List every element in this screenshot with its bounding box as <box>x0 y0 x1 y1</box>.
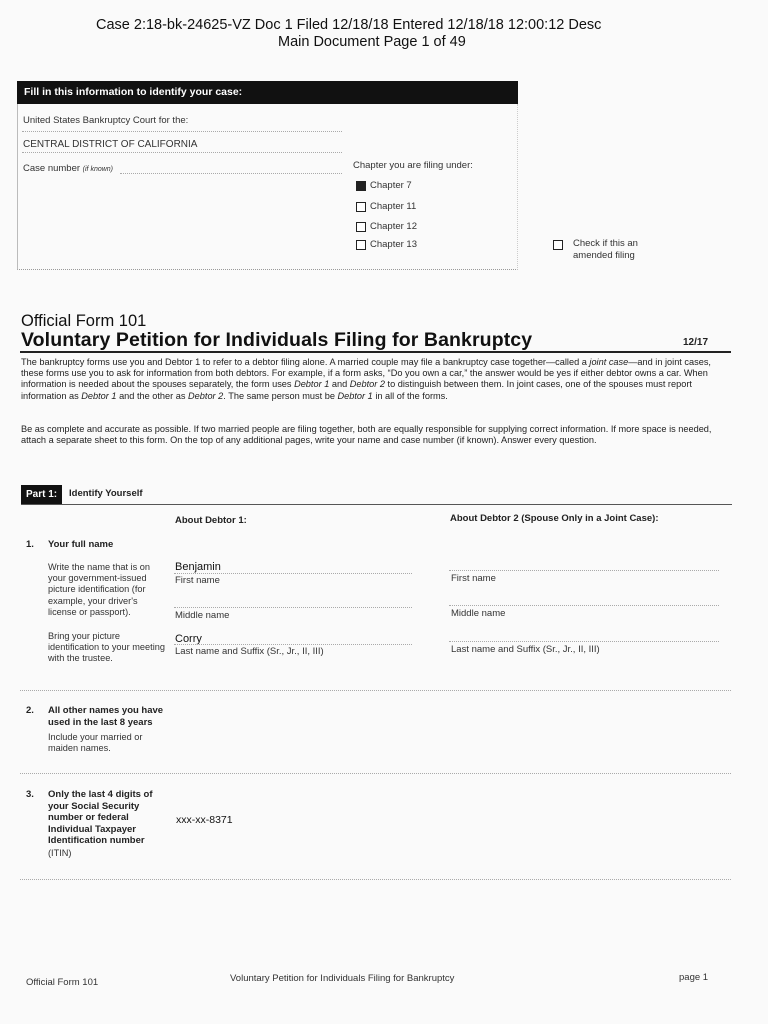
amended-filing-option[interactable] <box>553 238 638 262</box>
chapter-11-checkbox[interactable] <box>356 202 366 212</box>
case-number-field[interactable] <box>120 173 342 174</box>
intro-emphasis: Debtor 1 <box>294 379 330 390</box>
debtor-1-first-line <box>174 573 412 574</box>
amended-filing-label <box>573 238 638 262</box>
chapter-13-label: Chapter 13 <box>370 239 418 250</box>
debtor-1-middle-line[interactable] <box>174 607 412 608</box>
intro-text: and <box>329 379 350 390</box>
amended-line-2: amended filing <box>573 250 635 261</box>
intro-text: and the other as <box>116 390 189 401</box>
debtor-2-last-label: Last name and Suffix (Sr., Jr., II, III) <box>451 644 600 655</box>
debtor-1-last-label: Last name and Suffix (Sr., Jr., II, III) <box>175 646 324 657</box>
court-label-line <box>22 131 342 132</box>
form-title: Voluntary Petition for Individuals Filing for Bankruptcy <box>21 329 533 351</box>
q3-divider <box>20 879 731 880</box>
footer-page-number: page 1 <box>679 972 709 983</box>
q1-divider <box>20 690 731 691</box>
q1-description: Write the name that is on your government-issued picture identification (for example, your driver's license or passport). <box>48 562 150 617</box>
case-number-label <box>23 163 113 174</box>
intro-text: . The same person must be <box>223 390 338 401</box>
ssn-last-4-value[interactable]: xxx-xx-8371 <box>176 814 233 826</box>
court-label: United States Bankruptcy Court for the: <box>23 115 189 126</box>
intro-emphasis: Debtor 2 <box>188 390 224 401</box>
debtor-1-last-line <box>174 644 412 645</box>
footer-form-title: Voluntary Petition for Individuals Filing for Bankruptcy <box>230 973 455 984</box>
debtor-1-first-name[interactable]: Benjamin <box>175 561 221 573</box>
amended-filing-checkbox[interactable] <box>553 240 563 250</box>
part-1-title: Identify Yourself <box>69 488 143 499</box>
case-number-hint: (if known) <box>82 166 114 173</box>
chapter-12-checkbox[interactable] <box>356 222 366 232</box>
q2-title: All other names you have used in the last 8 years <box>48 705 164 728</box>
form-version: 12/17 <box>683 337 709 348</box>
debtor-2-last-line[interactable] <box>449 641 719 642</box>
q1-bring-id-note: Bring your picture identification to your meeting with the trustee. <box>48 631 165 664</box>
chapter-7-option[interactable] <box>356 180 412 191</box>
chapter-13-checkbox[interactable] <box>356 240 366 250</box>
form-number: Official Form 101 <box>21 312 147 330</box>
footer-form-number: Official Form 101 <box>26 977 99 988</box>
chapter-13-option[interactable] <box>356 239 417 250</box>
debtor-2-middle-label: Middle name <box>451 608 506 619</box>
chapter-11-option[interactable] <box>356 201 416 212</box>
debtor-2-first-label: First name <box>451 573 496 584</box>
intro-paragraph-2: Be as complete and accurate as possible. If two married people are filing together, both are equally responsible for supplying correct information. If more space is needed, attach a separate sheet to this form. On the top of any additional pages, write your name and case number (if known). Answer every question. <box>21 424 712 446</box>
intro-emphasis: Debtor 1 <box>337 390 373 401</box>
intro-text: The bankruptcy forms use you and Debtor 1 to refer to a debtor filing alone. A married couple may file a bankruptcy case together—called a <box>21 357 590 367</box>
identify-case-banner: Fill in this information to identify your case: <box>17 81 518 104</box>
debtor-1-first-label: First name <box>175 575 220 586</box>
chapter-11-label: Chapter 11 <box>370 201 417 212</box>
intro-text: to distinguish between them. In joint cases, one of the spouses must report information as <box>21 379 692 401</box>
intro-emphasis: Debtor 1 <box>81 390 117 401</box>
case-info-box <box>17 104 518 270</box>
q3-itin: (ITIN) <box>48 848 72 858</box>
chapter-label: Chapter you are filing under: <box>353 160 473 171</box>
debtor-2-first-line[interactable] <box>449 570 719 571</box>
intro-emphasis: joint case <box>589 357 629 367</box>
debtor-1-header: About Debtor 1: <box>175 515 247 526</box>
intro-emphasis: Debtor 2 <box>349 379 385 390</box>
q3-number: 3. <box>26 789 34 800</box>
chapter-7-checkbox[interactable] <box>356 181 366 191</box>
q1-title: Your full name <box>48 539 114 550</box>
q2-number: 2. <box>26 705 34 716</box>
intro-text: in all of the forms. <box>372 390 448 401</box>
title-rule <box>20 351 731 353</box>
debtor-1-last-name[interactable]: Corry <box>175 633 202 645</box>
case-number-text: Case number <box>23 163 81 174</box>
district-line <box>22 152 342 153</box>
q2-divider <box>20 773 731 774</box>
part-1-tag: Part 1: <box>21 485 62 504</box>
q3-title: Only the last 4 digits of your Social Security number or federal Individual Taxpayer Identification number <box>48 789 153 846</box>
district-field[interactable]: CENTRAL DISTRICT OF CALIFORNIA <box>23 139 198 150</box>
intro-text: —and in joint cases, these forms use you to ask for information from both debtors. For example, if a form asks, “Do you own a car,” the answer would be yes if either debtor owns a car. When information is needed about the spouses separately, the form uses <box>21 357 711 390</box>
chapter-12-option[interactable] <box>356 221 417 232</box>
q1-number: 1. <box>26 539 34 550</box>
part-1-rule <box>21 504 732 505</box>
chapter-12-label: Chapter 12 <box>370 221 418 232</box>
debtor-1-middle-label: Middle name <box>175 610 230 621</box>
amended-line-1: Check if this an <box>573 238 638 249</box>
q2-description: Include your married or maiden names. <box>48 732 143 754</box>
chapter-7-label: Chapter 7 <box>370 180 412 191</box>
debtor-2-middle-line[interactable] <box>449 605 719 606</box>
main-document-page-header: Main Document Page 1 of 49 <box>278 34 466 50</box>
case-filing-header: Case 2:18-bk-24625-VZ Doc 1 Filed 12/18/18 Entered 12/18/18 12:00:12 Desc <box>96 17 602 33</box>
intro-paragraph-1 <box>21 357 727 402</box>
debtor-2-header: About Debtor 2 (Spouse Only in a Joint Case): <box>450 513 659 524</box>
